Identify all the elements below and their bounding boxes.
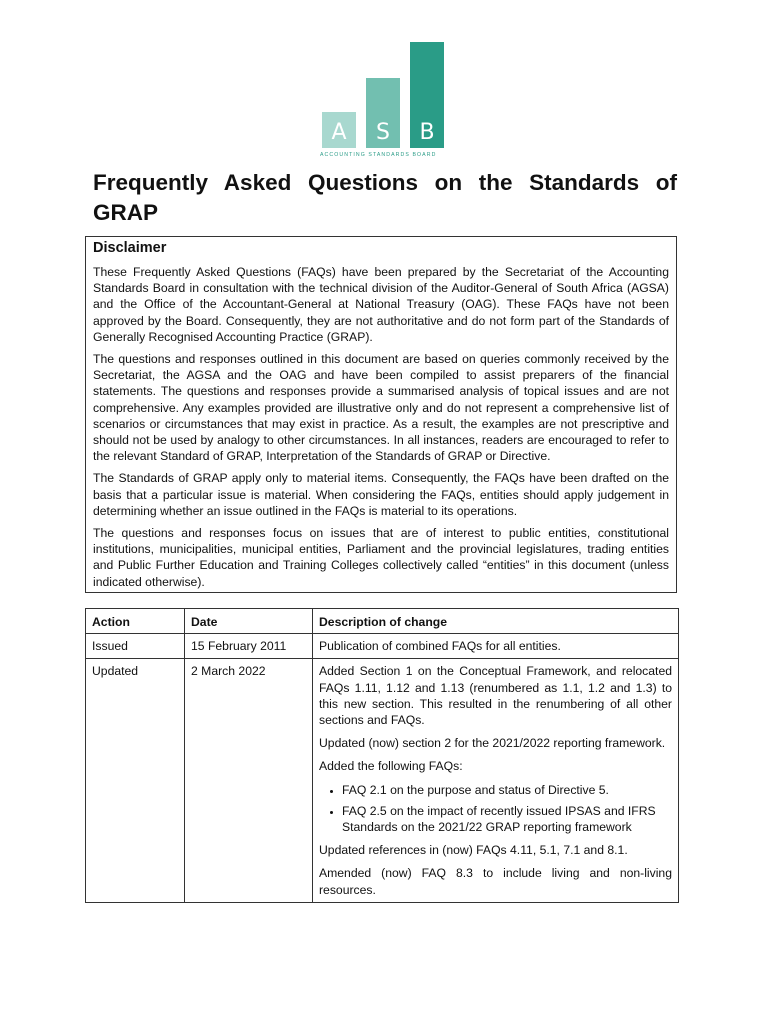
disclaimer-paragraph: These Frequently Asked Questions (FAQs) have been prepared by the Secretariat of the Accounting Standards Board in consultation with the technical division of the Auditor-General of South Africa (AGSA) and the Office of the Accountant-General at National Treasury (OAG). These FAQs have not been approved by the Board. Consequently, they are not authoritative and do not form part of the Standards of Generally Recognised Accounting Practice (GRAP). [93, 265, 669, 344]
disclaimer-paragraph: The Standards of GRAP apply only to material items. Consequently, the FAQs have been drafted on the basis that a particular issue is material. When considering the FAQs, entities should apply judgement in determining whether an issue outlined in the FAQs is material to its operations. [93, 471, 669, 518]
description-text: Updated (now) section 2 for the 2021/2022 reporting framework. [319, 736, 666, 751]
document-title: Frequently Asked Questions on the Standards of GRAP [93, 170, 677, 225]
header-description: Description of change [313, 609, 679, 634]
header-action: Action [86, 609, 185, 634]
table-row [86, 659, 679, 902]
change-history-table [85, 608, 679, 903]
logo-tagline: ACCOUNTING STANDARDS BOARD [320, 152, 437, 158]
cell-description [313, 634, 679, 659]
table-header-row [86, 609, 679, 634]
cell-action: Updated [86, 659, 185, 902]
cell-date: 15 February 2011 [185, 634, 313, 659]
description-text: Added the following FAQs: [319, 759, 463, 774]
bullet-item: • FAQ 2.1 on the purpose and status of Directive 5. [342, 782, 672, 798]
disclaimer-paragraph: The questions and responses outlined in this document are based on queries commonly received by the Secretariat, the AGSA and the OAG and have been compiled to assist preparers of the financial statements. The questions and responses provide a summarised analysis of topical issues and are not comprehensive. Any examples provided are illustrative only and do not represent a comprehensive list of scenarios or circumstances that may exist in practice. As a result, the examples are not prescriptive and should not be used by analogy to other circumstances. In all instances, readers are encouraged to refer to the relevant Standard of GRAP, Interpretation of the Standards of GRAP or Directive. [93, 352, 669, 464]
asb-logo [320, 40, 450, 162]
header-date: Date [185, 609, 313, 634]
logo-letter-a: A [331, 120, 347, 145]
bullet-item: • FAQ 2.5 on the impact of recently issued IPSAS and IFRS Standards on the 2021/22 GRAP reporting framework [342, 803, 672, 835]
logo-letter-s: S [376, 120, 390, 145]
logo-letter-b: B [419, 120, 435, 145]
disclaimer-box [85, 236, 677, 593]
faq-bullet-list [319, 782, 672, 836]
cell-action: Issued [86, 634, 185, 659]
cell-description [313, 659, 679, 902]
disclaimer-heading: Disclaimer [93, 240, 167, 256]
description-text: Added Section 1 on the Conceptual Framework, and relocated FAQs 1.11, 1.12 and 1.13 (renumbered as 1.1, 1.2 and 1.3) to this new section. This resulted in the renumbering of all other sections and FAQs. [319, 664, 672, 728]
table-row [86, 634, 679, 659]
cell-date: 2 March 2022 [185, 659, 313, 902]
description-text: Amended (now) FAQ 8.3 to include living and non-living resources. [319, 866, 672, 897]
description-text: Updated references in (now) FAQs 4.11, 5.1, 7.1 and 8.1. [319, 843, 628, 858]
disclaimer-paragraph: The questions and responses focus on issues that are of interest to public entities, constitutional institutions, municipalities, municipal entities, Parliament and the provincial legislatures, trading entities and Public Further Education and Training Colleges collectively called “entities” in this document (unless indicated otherwise). [93, 526, 669, 589]
description-text: Publication of combined FAQs for all entities. [319, 639, 561, 654]
